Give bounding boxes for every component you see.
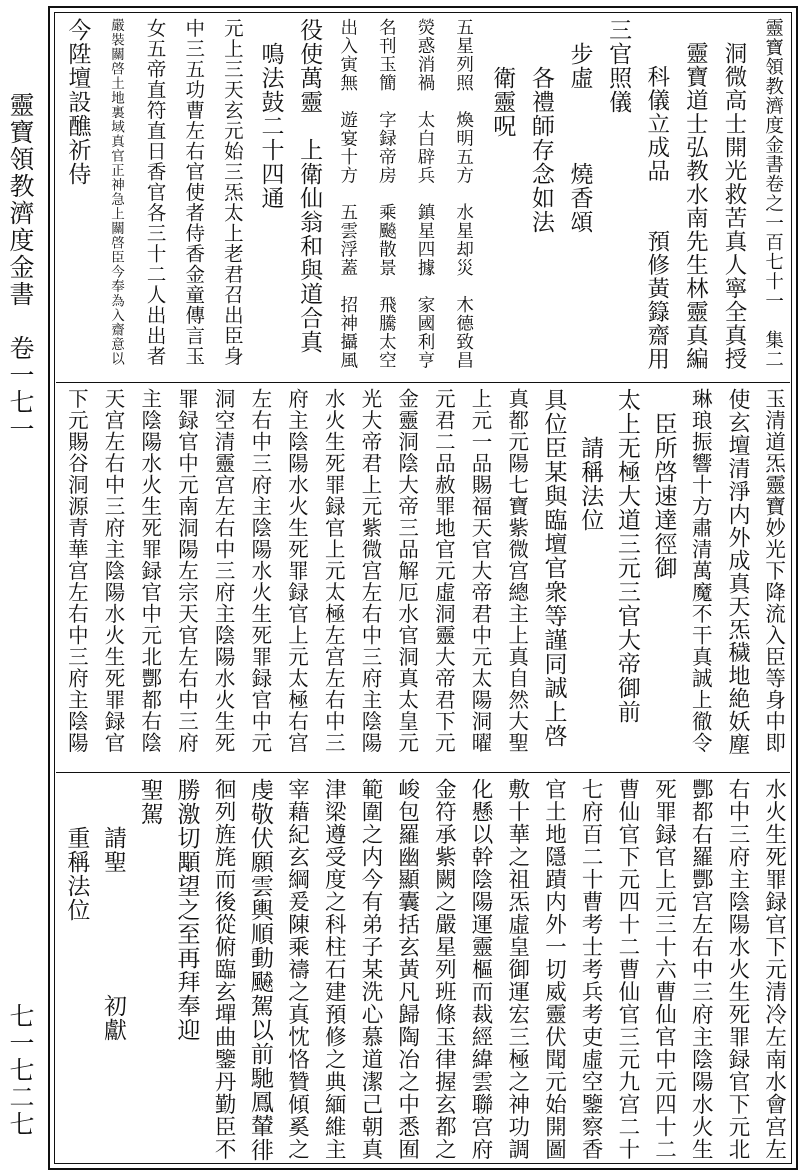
section-divider bbox=[56, 382, 790, 383]
margin-title: 靈寶領教濟度金書 卷一七一 bbox=[6, 92, 35, 443]
text-column: 靈寶道士弘教水南先生林靈真編 bbox=[682, 18, 709, 371]
text-column: 元上三天玄元始三炁太上老君召出臣身 bbox=[220, 18, 244, 367]
bottom-section bbox=[58, 778, 792, 1162]
text-column: 府主陰陽水火生死罪録官上元太極右宫 bbox=[284, 388, 309, 754]
text-column: 上元一品賜福天官大帝君中元太陽洞曜 bbox=[468, 388, 493, 754]
text-column: 死罪録官上元三十六曹仙官中元四十二 bbox=[651, 778, 677, 1161]
text-column: 峻包羅幽顯囊括玄黃凡歸陶冶之中悉囿 bbox=[394, 778, 420, 1161]
text-column: 金符承紫闕之嚴星列班條玉律握玄都之 bbox=[431, 778, 457, 1161]
text-column: 七府百二十曹考士考兵考吏虛空鑒察香 bbox=[578, 778, 604, 1161]
text-column: 範圍之内今有弟子某洗心慕道潔己朝真 bbox=[357, 778, 383, 1161]
text-column: 中三五功曹左右官使者侍香金童傳言玉 bbox=[182, 18, 206, 367]
text-column: 臣所啓速達徑御 bbox=[650, 388, 677, 580]
left-margin bbox=[0, 0, 40, 1173]
text-column: 太上无極大道三元三官大帝御前 bbox=[613, 388, 640, 724]
section-divider bbox=[56, 772, 790, 773]
text-column: 敷十華之祖炁虛皇御運宏三極之神功調 bbox=[504, 778, 530, 1161]
text-column: 靈寶領教濟度金書卷之一百七十一 集二 bbox=[762, 18, 784, 369]
text-column: 左右中三府主陰陽水火生死罪録官中元 bbox=[247, 388, 272, 754]
text-column: 下元賜谷洞源青華宫左右中三府主陰陽 bbox=[64, 388, 89, 754]
text-column: 真都元陽七寶紫微宫總主上真自然大聖 bbox=[504, 388, 529, 754]
text-column: 金靈洞陰大帝三品解厄水官洞真太皇元 bbox=[394, 388, 419, 754]
text-column: 琳琅振響十方肅清萬魔不干真誠上徹令 bbox=[688, 388, 713, 754]
text-column: 重稱法位 bbox=[63, 778, 90, 922]
top-section bbox=[58, 18, 792, 374]
text-column: 衛靈呪 bbox=[489, 18, 516, 138]
text-column: 女五帝直符直日香官各三十二人出出者 bbox=[143, 18, 167, 367]
text-column: 官土地隱蹟内外一切威靈伏聞元始開圖 bbox=[541, 778, 567, 1161]
text-column: 請聖 初獻 bbox=[100, 778, 127, 1042]
text-column: 元君二品赦罪地官元虛洞靈大帝君下元 bbox=[431, 388, 456, 754]
text-column: 名刊玉簡 字録帝房 乘飈散景 飛騰太空 bbox=[376, 18, 397, 370]
text-column: 出入寅無 遊宴十方 五雲浮蓋 招神攝風 bbox=[337, 18, 358, 370]
text-column: 津梁遵受度之科柱石建預修之典緬維主 bbox=[321, 778, 347, 1161]
text-column: 具位臣某與臨壇官衆等謹同誠上啓 bbox=[540, 388, 567, 748]
text-column: 今陞壇設醮祈侍 bbox=[64, 18, 91, 186]
text-column: 洞微高士開光救苦真人寧全真授 bbox=[721, 18, 748, 371]
text-column: 五星列照 煥明五方 水星却災 木德致昌 bbox=[453, 18, 474, 370]
margin-page-number: 七一七二七 bbox=[6, 1003, 35, 1138]
text-column: 請稱法位 bbox=[577, 388, 604, 532]
text-column: 主陰陽水火生死罪録官中元北酆都右陰 bbox=[137, 388, 162, 754]
text-column: 玉清道炁靈寶妙光下降流入臣等身中即 bbox=[761, 388, 786, 754]
text-column: 水火生死罪録官下元清冷左南水會宫左 bbox=[761, 778, 787, 1161]
text-column: 洞空清靈宫左右中三府主陰陽水火生死 bbox=[211, 388, 236, 754]
text-column: 光大帝君上元紫微宫左右中三府主陰陽 bbox=[357, 388, 382, 754]
text-column: 右中三府主陰陽水火生死罪録官下元北 bbox=[724, 778, 750, 1161]
text-column: 虔敬伏願雲輿順動飇駕以前馳鳳輦徘 bbox=[246, 778, 273, 1162]
text-column: 酆都右羅酆宫左右中三府主陰陽水火生 bbox=[688, 778, 714, 1161]
text-column: 各禮師存念如法 bbox=[527, 18, 554, 234]
text-column: 科儀立成品 預修黃籙齋用 bbox=[643, 18, 670, 371]
text-column: 鳴法鼓二十四通 bbox=[257, 18, 284, 210]
text-column: 勝激切顒望之至再拜奉迎 bbox=[173, 778, 200, 1042]
text-column: 天宫左右中三府主陰陽水火生死罪録官 bbox=[101, 388, 126, 754]
text-column: 宰藉紀玄綱爰陳乘禱之真忱恪贊傾奚之 bbox=[284, 778, 310, 1161]
text-column: 徊列旌旄而後從俯臨玄墠曲鑒丹勤臣不 bbox=[211, 778, 237, 1161]
text-column: 三官照儀 bbox=[605, 18, 632, 114]
text-column: 曹仙官下元四十二曹仙官三元九宫二十 bbox=[614, 778, 640, 1161]
text-column: 罪録官中元南洞陽左宗天官左右中三府 bbox=[174, 388, 199, 754]
text-column: 化懸以幹陰陽運靈樞而裁經緯雲聯宫府 bbox=[468, 778, 494, 1161]
text-column: 使玄壇清淨内外成真天炁穢地絶妖塵 bbox=[724, 388, 750, 756]
text-column: 熒惑消禍 太白辟兵 鎮星四據 家國利亨 bbox=[415, 18, 435, 370]
text-column: 步虛 燒香頌 bbox=[566, 18, 593, 234]
text-column: 嚴裝關啓土地裏域真官正神急上關啓臣今奉為入齋意以 bbox=[107, 18, 124, 366]
middle-section bbox=[58, 388, 792, 758]
text-column: 水火生死罪録官上元太極左宫左右中三 bbox=[321, 388, 346, 754]
text-column: 聖駕 bbox=[136, 778, 163, 826]
text-column: 役使萬靈 上衛仙翁和與道合真 bbox=[296, 18, 323, 354]
